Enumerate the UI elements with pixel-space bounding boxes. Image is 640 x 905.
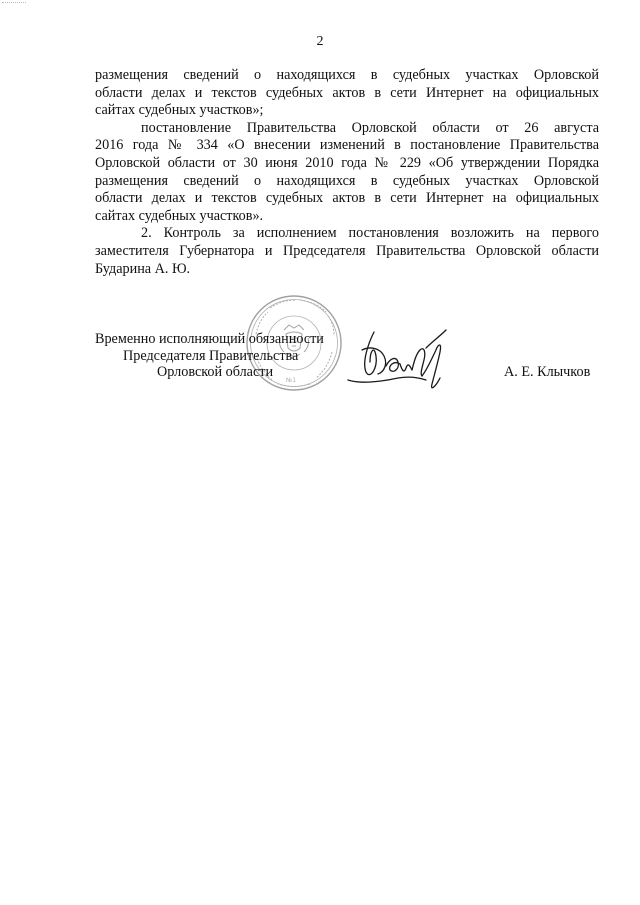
paragraph-1: [95, 67, 599, 120]
page-number: 2: [316, 34, 324, 49]
text-line: сайтах судебных участков»;: [95, 102, 264, 119]
text-line: области делах и текстов судебных актов в сети Интернет на официальных: [95, 84, 599, 101]
signatory-title-line-1: Временно исполняющий обязанности: [95, 331, 324, 347]
text-line: области делах и текстов судебных актов в сети Интернет на официальных: [95, 190, 599, 207]
signatory-name: А. Е. Клычков: [504, 364, 591, 380]
text-line: размещения сведений о находящихся в судебных участках Орловской: [95, 67, 599, 83]
paragraph-3: [95, 225, 599, 278]
text-line: постановление Правительства Орловской области от 26 августа: [141, 119, 599, 136]
handwritten-signature: [340, 322, 452, 402]
text-line: 2. Контроль за исполнением постановления возложить на первого: [141, 225, 599, 242]
signatory-title-line-3: Орловской области: [157, 364, 274, 380]
text-line: размещения сведений о находящихся в судебных участках Орловской: [95, 172, 599, 189]
svg-text:№1: №1: [286, 377, 297, 384]
text-line: Бударина А. Ю.: [95, 260, 191, 277]
signatory-title-line-2: Председателя Правительства: [123, 348, 299, 364]
text-line: заместителя Губернатора и Председателя Правительства Орловской области: [95, 242, 599, 259]
text-line: Орловской области от 30 июня 2010 года № 229 «Об утверждении Порядка: [95, 154, 599, 171]
document-body: [95, 67, 599, 278]
scan-corner-mark: [2, 2, 26, 4]
paragraph-2: [95, 120, 599, 226]
text-line: сайтах судебных участков».: [95, 207, 264, 224]
text-line: 2016 года № 334 «О внесении изменений в постановление Правительства: [95, 137, 599, 154]
